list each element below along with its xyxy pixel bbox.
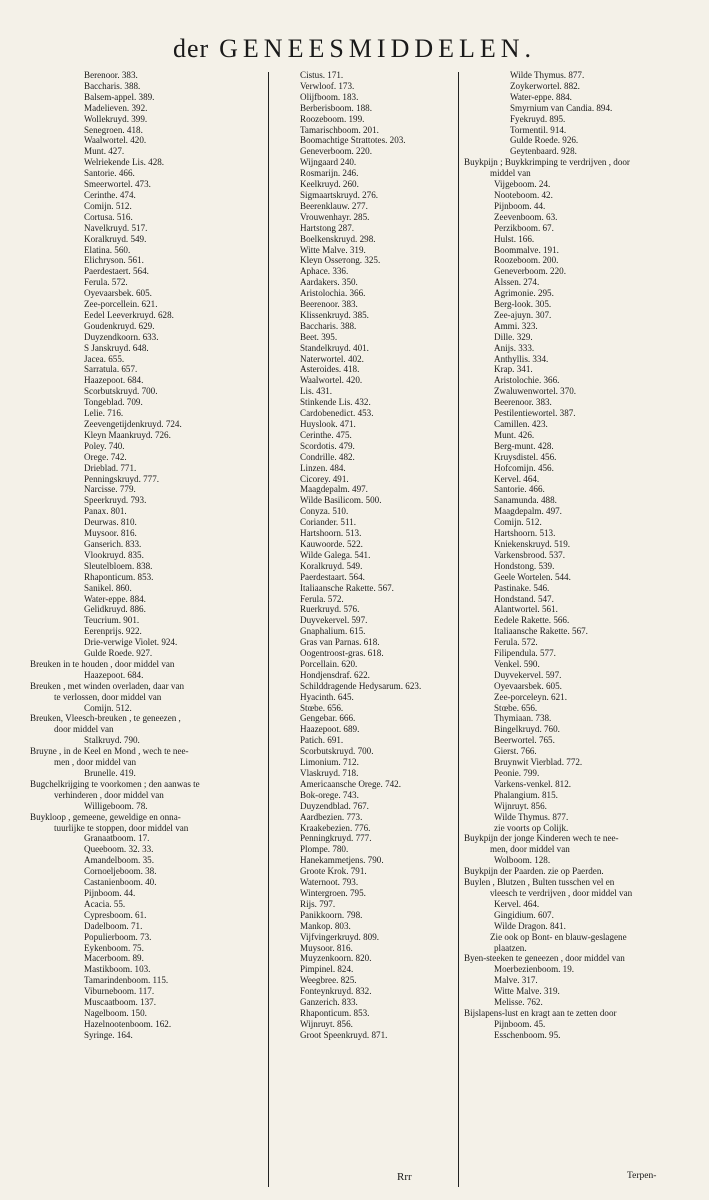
- index-entry: Paerdestaart. 564.: [300, 571, 365, 582]
- index-entry: Elichryson. 561.: [84, 255, 144, 266]
- index-entry: Aphace. 336.: [300, 266, 349, 277]
- index-entry: Aardakers. 350.: [300, 277, 358, 288]
- index-entry: Kruysdistel. 456.: [494, 451, 557, 462]
- index-entry: Conyza. 510.: [300, 506, 349, 517]
- index-entry: Hondstong. 539.: [494, 560, 555, 571]
- index-heading: Buylen , Blutzen , Bulten tusschen vel en: [464, 877, 615, 888]
- index-entry: Penningskruyd. 777.: [84, 473, 160, 484]
- index-entry: Beerenoor. 383.: [494, 397, 552, 408]
- index-entry: Pijnboom. 44.: [494, 200, 546, 211]
- index-entry: Wilde Galega. 541.: [300, 549, 371, 560]
- index-entry: Wijnruyt. 856.: [494, 800, 547, 811]
- index-entry: Vijfvingerkruyd. 809.: [300, 931, 380, 942]
- index-entry: Americaansche Orege. 742.: [300, 778, 401, 789]
- index-entry: Mastikboom. 103.: [84, 964, 151, 975]
- index-entry: Limonium. 712.: [300, 757, 359, 768]
- index-entry: Pimpinel. 824.: [300, 964, 354, 975]
- index-entry: Senegroen. 418.: [84, 124, 143, 135]
- index-entry: Hondstand. 547.: [494, 593, 554, 604]
- index-heading: Bijslapens-lust en kragt aan te zetten door: [464, 1007, 617, 1018]
- index-entry: Elatina. 560.: [84, 244, 131, 255]
- index-entry: Plompe. 780.: [300, 844, 349, 855]
- index-entry: Jacea. 655.: [84, 353, 125, 364]
- index-entry: Hofcomijn. 456.: [494, 462, 554, 473]
- index-entry: Olijfboom. 183.: [300, 91, 359, 102]
- index-entry: Granaatboom. 17.: [84, 833, 150, 844]
- index-entry: Vlookruyd. 835.: [84, 549, 144, 560]
- index-entry: Dille. 329.: [494, 331, 533, 342]
- index-entry: Maagdepalm. 497.: [494, 506, 562, 517]
- index-entry: Weegbree. 825.: [300, 975, 357, 986]
- index-entry: Hondjensdraf. 622.: [300, 669, 370, 680]
- index-entry: Kniekenskruyd. 519.: [494, 538, 571, 549]
- index-entry: Brunelle. 419.: [84, 768, 136, 778]
- index-heading: Buykpijn der jonge Kinderen wech te nee-: [464, 833, 619, 844]
- index-entry: Deurwas. 810.: [84, 517, 137, 528]
- index-entry: Groot Speenkruyd. 871.: [300, 1029, 388, 1040]
- index-heading: Breuken , met winden overladen, daar van: [30, 680, 185, 691]
- index-entry: Waalwortel. 420.: [300, 375, 363, 386]
- index-entry: Hazelnootenboom. 162.: [84, 1018, 172, 1029]
- index-entry: Drie-verwige Violet. 924.: [84, 637, 178, 648]
- index-entry: Penningkruyd. 777.: [300, 833, 372, 844]
- index-entry: Water-eppe. 884.: [510, 91, 572, 102]
- index-entry: Italiaansche Rakette. 567.: [300, 582, 394, 593]
- index-entry: Pastinake. 546.: [494, 582, 550, 593]
- index-entry: Beerenoor. 383.: [300, 299, 358, 310]
- index-entry: Asteroides. 418.: [300, 364, 360, 375]
- index-entry: Malve. 317.: [494, 975, 538, 986]
- index-entry: Duyzendkoorn. 633.: [84, 331, 159, 342]
- index-entry: Coriander. 511.: [300, 517, 356, 528]
- index-entry: Lelie. 716.: [84, 408, 124, 419]
- index-entry: Populierboom. 73.: [84, 931, 152, 942]
- index-entry: Paerdestaert. 564.: [84, 266, 149, 277]
- index-entry: Wollekruyd. 399.: [84, 113, 148, 124]
- index-entry: Duyzendblad. 767.: [300, 800, 369, 811]
- index-entry: Boelkenskruyd. 298.: [300, 233, 376, 244]
- index-entry: Hyacinth. 645.: [300, 691, 354, 702]
- index-entry: Ruerkruyd. 576.: [300, 604, 360, 615]
- index-entry: Poley. 740.: [84, 440, 125, 451]
- index-entry: Esschenboom. 95.: [494, 1029, 561, 1040]
- index-heading: Buykloop , gemeene, geweldige en onna-: [30, 811, 181, 822]
- index-entry: Perzikboom. 67.: [494, 222, 554, 233]
- index-entry: Zee-porceleyn. 621.: [494, 691, 567, 702]
- index-entry: Santorie. 466.: [84, 168, 135, 179]
- index-entry: Smeerwortel. 473.: [84, 179, 151, 190]
- index-entry: Muscaatboom. 137.: [84, 997, 156, 1008]
- index-entry: Speerkruyd. 793.: [84, 495, 147, 506]
- index-entry: Pijnboom. 45.: [494, 1018, 546, 1029]
- running-head: [0, 34, 709, 68]
- column-rule: [458, 72, 459, 1187]
- running-head-title: GENEESMIDDELEN.: [219, 34, 537, 63]
- index-entry: Berberisboom. 188.: [300, 102, 372, 113]
- index-entry: Sigmaartskruyd. 276.: [300, 189, 379, 200]
- index-entry: Stalkruyd. 790.: [84, 735, 140, 746]
- index-entry: Syringe. 164.: [84, 1029, 133, 1040]
- index-entry: Waternoot. 793.: [300, 877, 359, 888]
- index-entry: Cerinthe. 475.: [300, 429, 352, 440]
- index-entry: Eykenboom. 75.: [84, 942, 144, 953]
- index-entry: Alssen. 274.: [494, 277, 540, 288]
- index-heading: Breuken in te houden , door middel van: [30, 658, 175, 669]
- index-entry: Beerwortel. 765.: [494, 735, 555, 746]
- index-entry: Viburneboom. 117.: [84, 986, 155, 997]
- index-entry: Aristolochia. 366.: [300, 288, 366, 299]
- index-entry: Ferula. 572.: [494, 637, 538, 648]
- index-entry: Gierst. 766.: [494, 746, 537, 757]
- index-entry: Cortusa. 516.: [84, 211, 133, 222]
- index-entry: Waalwortel. 420.: [84, 135, 147, 146]
- index-entry: Anthyllis. 334.: [494, 353, 549, 364]
- index-entry: Panikkoorn. 798.: [300, 909, 363, 920]
- index-entry: Ganzerich. 833.: [300, 997, 358, 1008]
- index-entry: Balsem-appel. 389.: [84, 91, 155, 102]
- index-entry: Teucrium. 901.: [84, 615, 140, 626]
- index-entry: Geele Wortelen. 544.: [494, 571, 571, 582]
- index-entry: Alantwortel. 561.: [494, 604, 558, 615]
- index-entry: Maagdepalm. 497.: [300, 484, 368, 495]
- index-entry: Peonie. 799.: [494, 768, 540, 778]
- index-entry: Gras van Parnas. 618.: [300, 637, 380, 648]
- index-entry: Goudenkruyd. 629.: [84, 320, 155, 331]
- index-entry: Fonteynkruyd. 832.: [300, 986, 372, 997]
- index-entry: Naterwortel. 402.: [300, 353, 364, 364]
- index-entry: Panax. 801.: [84, 506, 127, 517]
- index-entry: Santorie. 466.: [494, 484, 545, 495]
- index-entry: Tamarischboom. 201.: [300, 124, 379, 135]
- index-entry: Verwloof. 173.: [300, 80, 355, 91]
- index-entry: Drieblad. 771.: [84, 462, 137, 473]
- index-entry: Filipendula. 577.: [494, 648, 556, 659]
- index-heading: Buykpijn der Paarden. zie op Paerden.: [464, 866, 604, 877]
- index-entry: Castanienboom. 40.: [84, 877, 157, 888]
- index-entry: Zoykerwortel. 882.: [510, 80, 580, 91]
- index-entry: Boomachtige Strattotes. 203.: [300, 135, 406, 146]
- index-entry: Wilde Thymus. 877.: [494, 811, 569, 822]
- index-heading: men , door middel van: [54, 757, 137, 768]
- index-entry: Hanekammetjens. 790.: [300, 855, 384, 866]
- column-rule: [268, 72, 269, 1187]
- index-entry: Koralkruyd. 549.: [300, 560, 363, 571]
- index-entry: Wilde Dragon. 841.: [494, 920, 566, 931]
- index-heading: vleesch te verdrijven , door middel van: [490, 887, 633, 898]
- index-entry: Navelkruyd. 517.: [84, 222, 148, 233]
- index-entry: Comijn. 512.: [84, 200, 132, 211]
- index-entry: Krap. 341.: [494, 364, 533, 375]
- index-entry: Bok-orege. 743.: [300, 789, 359, 800]
- index-entry: plaatzen.: [494, 942, 527, 953]
- index-entry: Cardobenedict. 453.: [300, 408, 374, 419]
- index-entry: Varkens-venkel. 812.: [494, 778, 572, 789]
- index-column-2: [274, 70, 460, 1041]
- index-entry: Ferula. 572.: [300, 593, 344, 604]
- index-entry: Comijn. 512.: [494, 517, 542, 528]
- index-entry: Rhaponticum. 853.: [300, 1007, 370, 1018]
- index-entry: Baccharis. 388.: [84, 80, 141, 91]
- index-entry: Eerenprijs. 922.: [84, 626, 142, 637]
- index-entry: Haazepoot. 684.: [84, 669, 144, 680]
- index-entry: Roozeboom. 199.: [300, 113, 365, 124]
- index-heading: Breuken, Vleesch-breuken , te geneezen ,: [30, 713, 181, 724]
- index-entry: Gnaphalium. 615.: [300, 626, 366, 637]
- index-entry: Tongeblad. 709.: [84, 397, 143, 408]
- index-entry: Oyevaarsbek. 605.: [494, 680, 562, 691]
- index-entry: Melisse. 762.: [494, 997, 543, 1008]
- index-entry: Hartshoorn. 513.: [300, 528, 362, 539]
- index-entry: Thymiaan. 738.: [494, 713, 552, 724]
- index-heading: te verlossen, door middel van: [54, 691, 162, 702]
- index-entry: Comijn. 512.: [84, 702, 132, 713]
- index-entry: Cypresboom. 61.: [84, 909, 147, 920]
- index-entry: Moerbezienboom. 19.: [494, 964, 575, 975]
- index-entry: Aristolochie. 366.: [494, 375, 560, 386]
- index-entry: Aardbezien. 773.: [300, 811, 363, 822]
- index-entry: Tormentil. 914.: [510, 124, 567, 135]
- index-entry: Munt. 427.: [84, 146, 125, 157]
- index-entry: Berg-munt. 428.: [494, 440, 554, 451]
- index-entry: Witte Malve. 319.: [300, 244, 366, 255]
- index-entry: Rhaponticum. 853.: [84, 571, 154, 582]
- index-heading: tuurlijke te stoppen, door middel van: [54, 822, 189, 833]
- index-entry: Geneverboom. 220.: [494, 266, 566, 277]
- index-entry: Eedele Rakette. 566.: [494, 615, 570, 626]
- index-entry: Wijngaard 240.: [300, 157, 357, 168]
- index-entry: Kleyn Maankruyd. 726.: [84, 429, 171, 440]
- index-entry: Ferula. 572.: [84, 277, 128, 288]
- index-entry: Oogentroost-gras. 618.: [300, 648, 384, 659]
- index-entry: Fyekruyd. 895.: [510, 113, 566, 124]
- index-entry: Haazepoot. 684.: [84, 375, 144, 386]
- index-entry: Ammi. 323.: [494, 320, 538, 331]
- index-entry: Wintergroen. 795.: [300, 887, 366, 898]
- index-entry: Koralkruyd. 549.: [84, 233, 147, 244]
- index-entry: Willigeboom. 78.: [84, 800, 148, 811]
- index-entry: Witte Malve. 319.: [494, 986, 560, 997]
- index-entry: Wilde Basilicom. 500.: [300, 495, 382, 506]
- index-entry: Boommalve. 191.: [494, 244, 559, 255]
- index-entry: Agrimonie. 295.: [494, 288, 554, 299]
- index-entry: Linzen. 484.: [300, 462, 346, 473]
- index-entry: Hulst. 166.: [494, 233, 535, 244]
- index-heading: Bruyne , in de Keel en Mond , wech te nee-: [30, 746, 189, 757]
- signature-mark: Rrr: [397, 1171, 412, 1183]
- index-entry: Klissenkruyd. 385.: [300, 309, 369, 320]
- index-entry: Cornoeljeboom. 38.: [84, 866, 157, 877]
- index-entry: Sarratula. 657.: [84, 364, 138, 375]
- index-entry: zie voorts op Colijk.: [494, 822, 569, 833]
- index-heading: door middel van: [54, 724, 114, 735]
- index-entry: Zeevengetijdenkruyd. 724.: [84, 419, 182, 429]
- index-entry: Vijgeboom. 24.: [494, 179, 551, 190]
- index-entry: Nooteboom. 42.: [494, 189, 553, 200]
- index-heading: men, door middel van: [490, 844, 570, 855]
- index-entry: Kauwoorde. 522.: [300, 538, 363, 549]
- index-entry: Varkensbrood. 537.: [494, 549, 565, 560]
- index-column-1: [30, 70, 258, 1041]
- index-entry: Tamarindenboom. 115.: [84, 975, 169, 986]
- index-entry: Geytenbaard. 928.: [510, 146, 577, 157]
- index-entry: Scordotis. 479.: [300, 440, 355, 451]
- index-entry: S Janskruyd. 648.: [84, 342, 149, 353]
- index-entry: Stinkende Lis. 432.: [300, 397, 371, 408]
- index-entry: Patich. 691.: [300, 735, 344, 746]
- index-entry: Zee-porcellein. 621.: [84, 299, 158, 310]
- index-entry: Beet. 395.: [300, 331, 338, 342]
- index-entry: Nagelboom. 150.: [84, 1007, 147, 1018]
- index-entry: Scorbutskruyd. 700.: [84, 386, 158, 397]
- index-entry: Pestilentiewortel. 387.: [494, 408, 576, 419]
- index-entry: Cerinthe. 474.: [84, 189, 136, 200]
- running-head-prefix: der: [172, 34, 210, 63]
- index-entry: Queeboom. 32. 33.: [84, 844, 154, 855]
- index-entry: Geneverboom. 220.: [300, 146, 372, 157]
- index-entry: Groote Krok. 791.: [300, 866, 367, 877]
- index-entry: Macerboom. 89.: [84, 953, 144, 964]
- index-entry: Gengebar. 666.: [300, 713, 356, 724]
- index-entry: Hartstong 287.: [300, 222, 355, 233]
- index-entry: Bingelkruyd. 760.: [494, 724, 560, 735]
- index-entry: Scorbutskruyd. 700.: [300, 746, 374, 757]
- index-column-3: [464, 70, 668, 1041]
- index-entry: Zee-ajuyn. 307.: [494, 309, 552, 320]
- index-entry: Venkel. 590.: [494, 658, 540, 669]
- index-entry: Orege. 742.: [84, 451, 127, 462]
- index-entry: Muysoor. 816.: [300, 942, 353, 953]
- index-entry: Zeevenboom. 63.: [494, 211, 558, 222]
- index-entry: Wijnruyt. 856.: [300, 1018, 353, 1029]
- index-entry: Vrouwenhayr. 285.: [300, 211, 370, 222]
- index-entry: Vlaskruyd. 718.: [300, 768, 359, 778]
- index-entry: Duyvekervel. 597.: [300, 615, 368, 626]
- index-entry: Narcisse. 779.: [84, 484, 136, 495]
- index-entry: Stœbe. 656.: [494, 702, 538, 713]
- catchword: Terpen-: [627, 1171, 657, 1181]
- index-entry: Camillen. 423.: [494, 419, 548, 429]
- index-entry: Zwaluwenwortel. 370.: [494, 386, 577, 397]
- index-entry: Gelidkruyd. 886.: [84, 604, 146, 615]
- index-entry: Wolboom. 128.: [494, 855, 551, 866]
- index-entry: Roozeboom. 200.: [494, 255, 559, 266]
- index-entry: Kraakebezien. 776.: [300, 822, 371, 833]
- index-entry: Duyvekervel. 597.: [494, 669, 562, 680]
- index-entry: Muyzenkoorn. 820.: [300, 953, 372, 964]
- index-entry: Huyslook. 471.: [300, 419, 356, 429]
- index-entry: Cistus. 171.: [300, 70, 344, 80]
- index-entry: Water-eppe. 884.: [84, 593, 146, 604]
- index-entry: Smyrnium van Candia. 894.: [510, 102, 613, 113]
- index-heading: Zie ook op Bont- en blauw-geslagene: [490, 931, 627, 942]
- index-entry: Cicorey. 491.: [300, 473, 349, 484]
- index-entry: Kervel. 464.: [494, 898, 540, 909]
- index-entry: Eedel Leeverkruyd. 628.: [84, 309, 174, 320]
- index-entry: Condrille. 482.: [300, 451, 355, 462]
- index-entry: Baccharis. 388.: [300, 320, 357, 331]
- index-entry: Standelkruyd. 401.: [300, 342, 369, 353]
- index-entry: Munt. 426.: [494, 429, 535, 440]
- index-entry: Keelkruyd. 260.: [300, 179, 359, 190]
- index-heading: verhinderen , door middel van: [54, 789, 164, 800]
- index-entry: Madelieven. 392.: [84, 102, 148, 113]
- index-entry: Dadelboom. 71.: [84, 920, 143, 931]
- index-entry: Schilddragende Hedysarum. 623.: [300, 680, 422, 691]
- index-heading: middel van: [490, 168, 531, 179]
- index-heading: Buykpijn ; Buykkrimping te verdrijven , door: [464, 157, 630, 168]
- index-entry: Kervel. 464.: [494, 473, 540, 484]
- index-entry: Acacia. 55.: [84, 898, 126, 909]
- index-heading: Byen-steeken te geneezen , door middel van: [464, 953, 625, 964]
- index-entry: Haazepoot. 689.: [300, 724, 360, 735]
- index-entry: Lis. 431.: [300, 386, 333, 397]
- index-entry: Hartshoorn. 513.: [494, 528, 556, 539]
- index-entry: Gulde Roede. 927.: [84, 648, 153, 659]
- index-entry: Berenoor. 383.: [84, 70, 138, 80]
- index-entry: Sanikel. 860.: [84, 582, 132, 593]
- index-entry: Berg-look. 305.: [494, 299, 552, 310]
- index-entry: Rosmarijn. 246.: [300, 168, 359, 179]
- index-entry: Wilde Thymus. 877.: [510, 70, 585, 80]
- index-entry: Stœbe. 656.: [300, 702, 344, 713]
- index-entry: Gingidium. 607.: [494, 909, 554, 920]
- index-entry: Pijnboom. 44.: [84, 887, 136, 898]
- index-entry: Rijs. 797.: [300, 898, 336, 909]
- index-entry: Bruynwit Vierblad. 772.: [494, 757, 583, 768]
- index-entry: Mankop. 803.: [300, 920, 351, 931]
- index-entry: Ganserich. 833.: [84, 538, 142, 549]
- index-entry: Phalangium. 815.: [494, 789, 558, 800]
- index-heading: Bugchelkrijging te voorkomen ; den aanwas te: [30, 778, 200, 789]
- index-entry: Sleutelbloem. 838.: [84, 560, 153, 571]
- index-entry: Italiaansche Rakette. 567.: [494, 626, 588, 637]
- index-entry: Welriekende Lis. 428.: [84, 157, 165, 168]
- index-entry: Amandelboom. 35.: [84, 855, 154, 866]
- index-entry: Oyevaarsbek. 605.: [84, 288, 152, 299]
- index-entry: Muysoor. 816.: [84, 528, 137, 539]
- index-entry: Anijs. 333.: [494, 342, 535, 353]
- index-entry: Sanamunda. 488.: [494, 495, 557, 506]
- index-entry: Gulde Roede. 926.: [510, 135, 579, 146]
- index-entry: Porcellain. 620.: [300, 658, 358, 669]
- index-entry: Beerenklauw. 277.: [300, 200, 368, 211]
- index-entry: Kleyn Osseтong. 325.: [300, 255, 381, 266]
